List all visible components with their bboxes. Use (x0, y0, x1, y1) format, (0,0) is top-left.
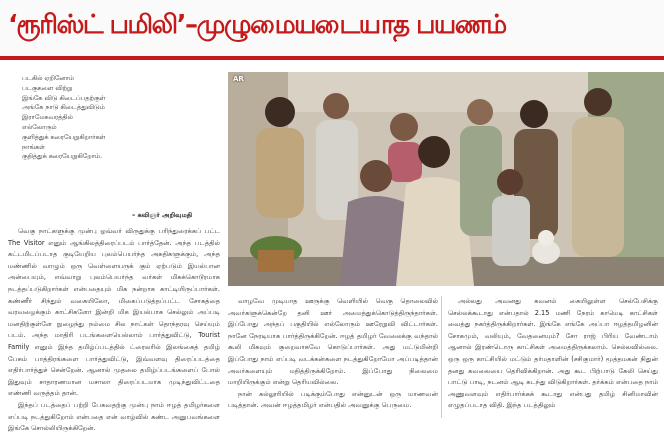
article-column-right (448, 296, 658, 422)
article-paragraph: அல்லது அவனது கவனம் கையிலுள்ள செல்பேசிக்கு செல்லக்கூடாது என்பதால் 2.15 மணி நேரம் காமெடி காட்சிகள் வைத்து நகர்த்திருக்கிறார்கள். இங்கே எங்கே அப்பா ஈழத்தமிழனின் சோகமும், வலியும், வேதனையும்? சோ ராஜ் பிரிய வேண்டாம் ஆனால் இரண்டொரு காட்சிகள் அமைத்திருக்கலாம். செல்லவில்லை. ஒரு ஒரு காட்சியில் மட்டும் தர்மதாளின் (சசிகுமார்) மூத்தமகன் நிதுன் தனது கவலையை தெரிவிக்கிறான். அது கூட பிற்பாடு கேலி செய்து பாட்டு பாடி, நடனம் ஆடி கடந்து விடுகிறார்கள். தர்க்கம் என்பதை நாம் அணுவளவும் எதிர்பார்க்கக் கூடாது என்பது தமிழ் சினிமாவின் எழுதப்படாத விதி. இந்த படத்திலும் (448, 297, 659, 410)
poem-author: – கவிஞர் அறிவுமதி (132, 211, 193, 219)
poem-line: இராமேசுவரத்தில் (22, 113, 73, 122)
poem-line: நாங்கள் (22, 142, 45, 151)
photo-label: AR (233, 75, 244, 83)
poem-line: எல்லோரும் (22, 122, 57, 131)
article-paragraph: வாழவே முடியாத ஊருக்கு வெளியில் வெகு தொலைவில் அவர்களுக்கென்றே தனி ஊர் அமைத்துக்கொடுத்திருந்தார்கள். இப்போது அந்தப் பகுதியில் எல்லோரும் ஊரேறுவி விட்டார்கள். நானே நேரடியாக பார்த்திருக்கிறேன். ஈழத் தமிழர் வேலைக்கு வந்தால் கூலி மிகவும் குறைவாகவே கொடுப்பார்கள். அது மட்டுமின்றி இப்போது நாம் எப்படி வடக்கன்களை நடத்துகிறோமோ அப்படித்தான் அவர்களையும் மதித்திருக்கிறோம். இப்போது நிலைமை மாறியிருக்கும் என்று தெரியவில்லை. (228, 297, 438, 387)
article-paragraph: வெகு நாட்களுக்கு முன்பு ஓவ்வர் விருதுக்கு பரிந்துரைக்கப் பட்ட The Visitor எனும் ஆங்கிலத்திரைப்படம் பார்த்தேன். அந்த படத்தில் கட்டமிடப்படாத குடியேறிய புலம்பெயர்ந்த அகதிகளுக்கும், அந்த மண்ணில் வாழும் ஒரு வெள்ளையருக் கும் ஏற்படும் இயல்பான அன்பையும், எவ்வாறு புலம்பெயர்ந்த வர்கள் மிகக்கொடூரமாக நடத்தப்படுகிறார்கள் என்பதையும் மிக நன்றாக காட்டியிருப்பார்கள். கண்ணீர் சிந்தும் வகையிலோ, மிகைப்படுத்தப்பட்ட சோகத்தை வரவழைக்கும் காட்சிகளோ இன்றி மிக இயல்பாக செல்லும் அப்படி மனதிற்குள்ளே நுழைந்து நம்மை சில நாட்கள் தொந்தரவு செய்யும் படம். அந்த மாதிரி படங்களையெல்லாம் பார்த்துவிட்டு, Tourist Family எனும் இந்த தமிழ்ப்படத்தில் ட்ரைலரில் இலங்கைத் தமிழ் பேசும் பாத்திரங்களை பார்த்துவிட்டு, இவ்வளவு திரைப்படத்தை எதிர்பார்த்துச் சென்றேன். ஆனால் முதலை தமிழ்ப்படங்களைப் போல் இதுவும் சாதாரணமான மசாலா திரைப்படமாக முடிந்துவிட்டதை எண்ணி வருத்தம் தான். (8, 227, 220, 398)
headline-rule (0, 56, 664, 60)
poem-line: குளித்துக் கரையேறுகிறார்கள் (22, 132, 106, 141)
film-still-photo (228, 72, 664, 286)
poem-line: படகுகளை விற்று (22, 83, 73, 92)
article-column-middle (228, 296, 438, 422)
headline: ‘ரூரிஸ்ட் பமிலி’–முழுமையடையாத பயணம் (8, 10, 506, 40)
poem-line: படகில் ஏறினோம் (22, 74, 75, 82)
poem-line: குதித்துக் கரையேறுகிறோம். (22, 152, 103, 161)
poem (22, 74, 222, 162)
headline-banner (0, 0, 664, 56)
column-divider (441, 296, 442, 418)
film-still-illustration (228, 72, 664, 286)
article-paragraph: இந்தப் படத்தைப் பற்றி பேசுவதற்கு முன்பு நாம் ஈழத் தமிழர்களை எப்படி நடத்துகிறோம் என்பதை என் வாழ்வில் கண்ட அனுபவங்களை இங்கே சொல்லியிருக்கிறேன். (8, 400, 220, 433)
left-article (8, 226, 220, 433)
poem-line: இங்கே விடு கிடைப்பதற்குள் (22, 93, 106, 102)
article-paragraph: நான் கல்லூரியில் படிக்கும்போது என்னுடன் ஒரு மாணவன் படித்தான். அவன் ஈழத்தமிழர் என்பதில் அவனுக்கு பெருமை. (228, 389, 438, 410)
poem-line: அங்கே நாடு கிடைத்துவிடும் (22, 103, 105, 112)
